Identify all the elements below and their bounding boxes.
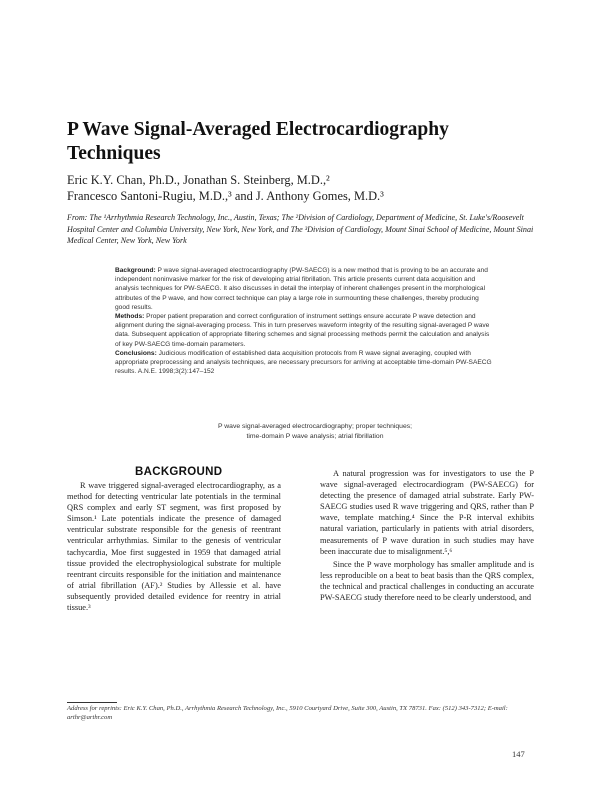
affiliations: From: The ¹Arrhythmia Research Technology, Inc., Austin, Texas; The ²Division of Cardiology, Department of Medicine, St. Luke's/Roosevelt Hospital Center and Columbia University, New York, New York, and The ³Division of Cardiology, Mount Sinai School of Medicine, Mount Sinai Medical Center, New York, New York: [67, 213, 534, 246]
abstract: [115, 266, 493, 376]
keywords-line-1: P wave signal-averaged electrocardiography; proper techniques;: [217, 423, 413, 430]
article-title: P Wave Signal-Averaged Electrocardiography Techniques: [67, 119, 449, 164]
abstract-methods: [115, 312, 493, 349]
abstract-conclusions-text: Judicious modification of established data acquisition protocols from R wave signal averaging, coupled with appropriate preprocessing and analysis techniques, are necessary precursors for arriving at acceptable time-domain PW-SAECG results.: [115, 349, 492, 376]
abstract-methods-text: Proper patient preparation and correct configuration of instrument settings ensure accurate P wave detection and alignment during the signal-averaging process. This in turn preserves waveform integrity of the resulting signal-averaged P wave data. Subsequent application of appropriate filtering schemes and signal processing methods permit the calculation and analysis of key PW-SAECG time-domain parameters.: [115, 313, 490, 348]
abstract-background-text: P wave signal-averaged electrocardiography (PW-SAECG) is a new method that is proving to be an accurate and independent noninvasive marker for the risk of developing atrial fibrillation. This article presents current data acquisition and analysis techniques for PW-SAECG. It also discusses in detail the interplay of inherent challenges present in the morphological attributes of the P wave, and how correct technique can play a large role in surmounting these challenges, thereby producing good results.: [115, 267, 488, 311]
body-paragraph: Since the P wave morphology has smaller amplitude and is less reproducible on a beat to beat basis than the QRS complex, the technical and practical challenges in conducting an accurate PW-SAECG study therefore need to be clearly understood, and: [320, 559, 534, 603]
abstract-background: [115, 266, 493, 312]
body-paragraph: R wave triggered signal-averaged electrocardiography, as a method for detecting ventricular late potentials in the terminal QRS complex and early ST segment, was first proposed by Simson.¹ Late potentials indicate the presence of damaged ventricular substrate responsible for the genesis of reentrant ventricular arrhythmias. Similar to the genesis of ventricular tachycardia, Moe first suggested in 1959 that damaged atrial tissue provided the electrophysiological substrate for multiple reentrant circuits responsible for the initiation and maintenance of atrial fibrillation (AF).² Studies by Allessie et al. have subsequently provided detailed evidence for reentry in atrial tissue.³: [67, 481, 281, 613]
author-list: [67, 172, 537, 204]
abstract-conclusions-label: Conclusions:: [115, 349, 157, 357]
abstract-methods-label: Methods:: [115, 313, 145, 321]
body-column-right: [320, 468, 534, 603]
keywords-line-2: time-domain P wave analysis; atrial fibrillation: [246, 432, 384, 440]
page-number: 147: [512, 749, 525, 759]
author-line-2: Francesco Santoni-Rugiu, M.D.,³ and J. Anthony Gomes, M.D.³: [67, 189, 384, 203]
footnote-divider: [67, 702, 117, 703]
author-line-1: Eric K.Y. Chan, Ph.D., Jonathan S. Steinberg, M.D.,²: [67, 173, 330, 187]
journal-reference: A.N.E. 1998;3(2):147–152: [137, 368, 215, 376]
abstract-conclusions: [115, 349, 493, 377]
keywords: [200, 422, 430, 441]
reprint-address-footnote: Address for reprints: Eric K.Y. Chan, Ph.D., Arrhythmia Research Technology, Inc., 5910 Courtyard Drive, Suite 300, Austin, TX 78731. Fax: (512) 343-7312; E-mail: arthr@arthr.com: [67, 705, 508, 721]
body-column-left: [67, 480, 281, 613]
section-heading-background: BACKGROUND: [135, 466, 223, 478]
body-paragraph: A natural progression was for investigators to use the P wave signal-averaged electrocardiogram (PW-SAECG) for detecting the presence of damaged atrial substrate. Early PW-SAECG studies used R wave triggering and QRS, rather than P wave, template matching.⁴ Since the P-R interval exhibits natural variation, particularly in patients with atrial disorders, measurements of P wave duration in such studies may have been inaccurate due to misalignment.⁵,⁶: [320, 469, 534, 556]
abstract-background-label: Background:: [115, 267, 156, 274]
